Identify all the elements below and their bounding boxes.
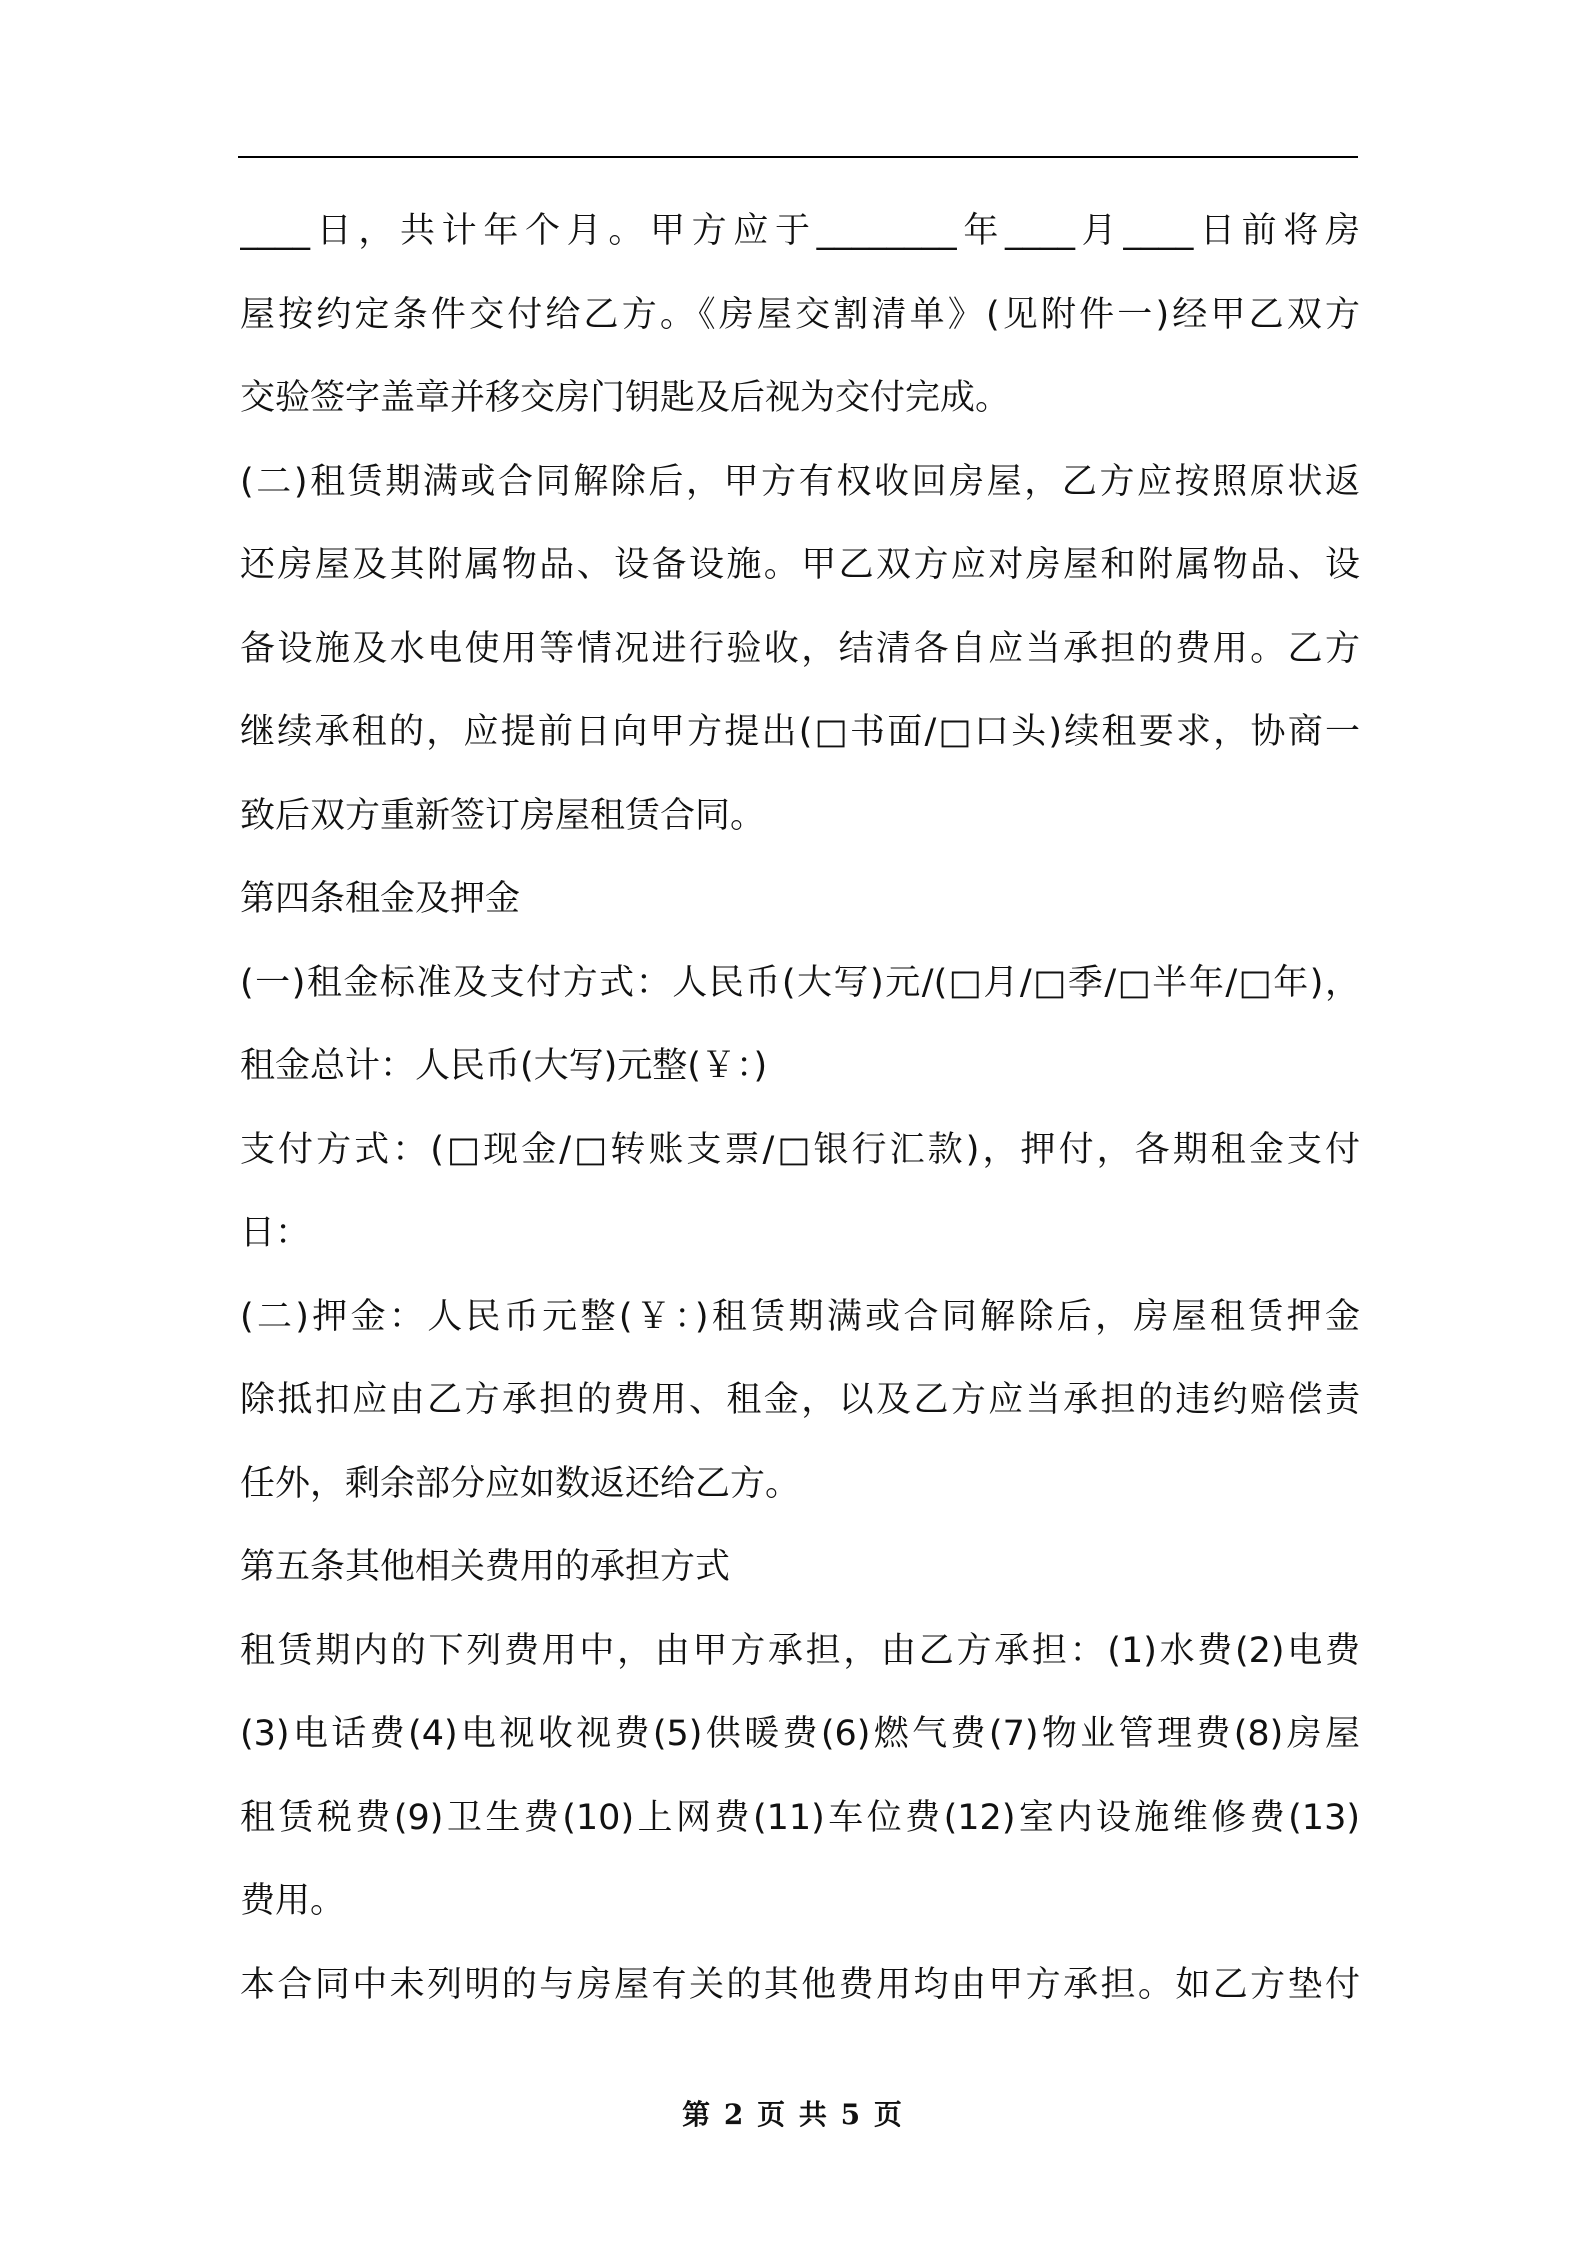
text-line: (二)租赁期满或合同解除后，甲方有权收回房屋，乙方应按照原状返 (240, 461, 1360, 502)
text-line: 租赁期内的下列费用中，由甲方承担，由乙方承担：(1)水费(2)电费 (240, 1630, 1360, 1671)
text-line: ____日，共计年个月。甲方应于________年____月____日前将房 (240, 211, 1360, 251)
text-line: 继续承租的，应提前日向甲方提出(□书面/□口头)续租要求，协商一 (240, 712, 1360, 752)
document-body (240, 190, 1360, 2027)
text-line: 备设施及水电使用等情况进行验收，结清各自应当承担的费用。乙方 (240, 628, 1360, 669)
header-rule (238, 156, 1358, 158)
text-line: 租赁税费(9)卫生费(10)上网费(11)车位费(12)室内设施维修费(13) (240, 1797, 1360, 1838)
text-line: 租金总计：人民币(大写)元整(￥：) (240, 1046, 768, 1086)
text-line: 屋按约定条件交付给乙方。《房屋交割清单》(见附件一)经甲乙双方 (240, 294, 1360, 335)
text-line: 日： (240, 1213, 311, 1253)
text-line: 支付方式：(□现金/□转账支票/□银行汇款)，押付，各期租金支付 (240, 1129, 1360, 1170)
text-line: 本合同中未列明的与房屋有关的其他费用均由甲方承担。如乙方垫付 (240, 1964, 1360, 2005)
text-line: (一)租金标准及支付方式：人民币(大写)元/(□月/□季/□半年/□年)， (240, 962, 1360, 1003)
text-line: (3)电话费(4)电视收视费(5)供暖费(6)燃气费(7)物业管理费(8)房屋 (240, 1714, 1360, 1754)
text-line: 费用。 (240, 1881, 346, 1921)
text-line: 交验签字盖章并移交房门钥匙及后视为交付完成。 (240, 378, 1011, 418)
text-line: 除抵扣应由乙方承担的费用、租金，以及乙方应当承担的违约赔偿责 (240, 1380, 1360, 1420)
text-line: 致后双方重新签订房屋租赁合同。 (240, 795, 766, 836)
section-heading: 第五条其他相关费用的承担方式 (240, 1547, 731, 1587)
section-heading: 第四条租金及押金 (240, 879, 521, 919)
text-line: 任外，剩余部分应如数返还给乙方。 (240, 1463, 801, 1504)
page-number-footer: 第 2 页 共 5 页 (682, 2098, 904, 2131)
text-line: (二)押金：人民币元整(￥：)租赁期满或合同解除后，房屋租赁押金 (240, 1296, 1360, 1337)
text-line: 还房屋及其附属物品、设备设施。甲乙双方应对房屋和附属物品、设 (240, 545, 1360, 585)
